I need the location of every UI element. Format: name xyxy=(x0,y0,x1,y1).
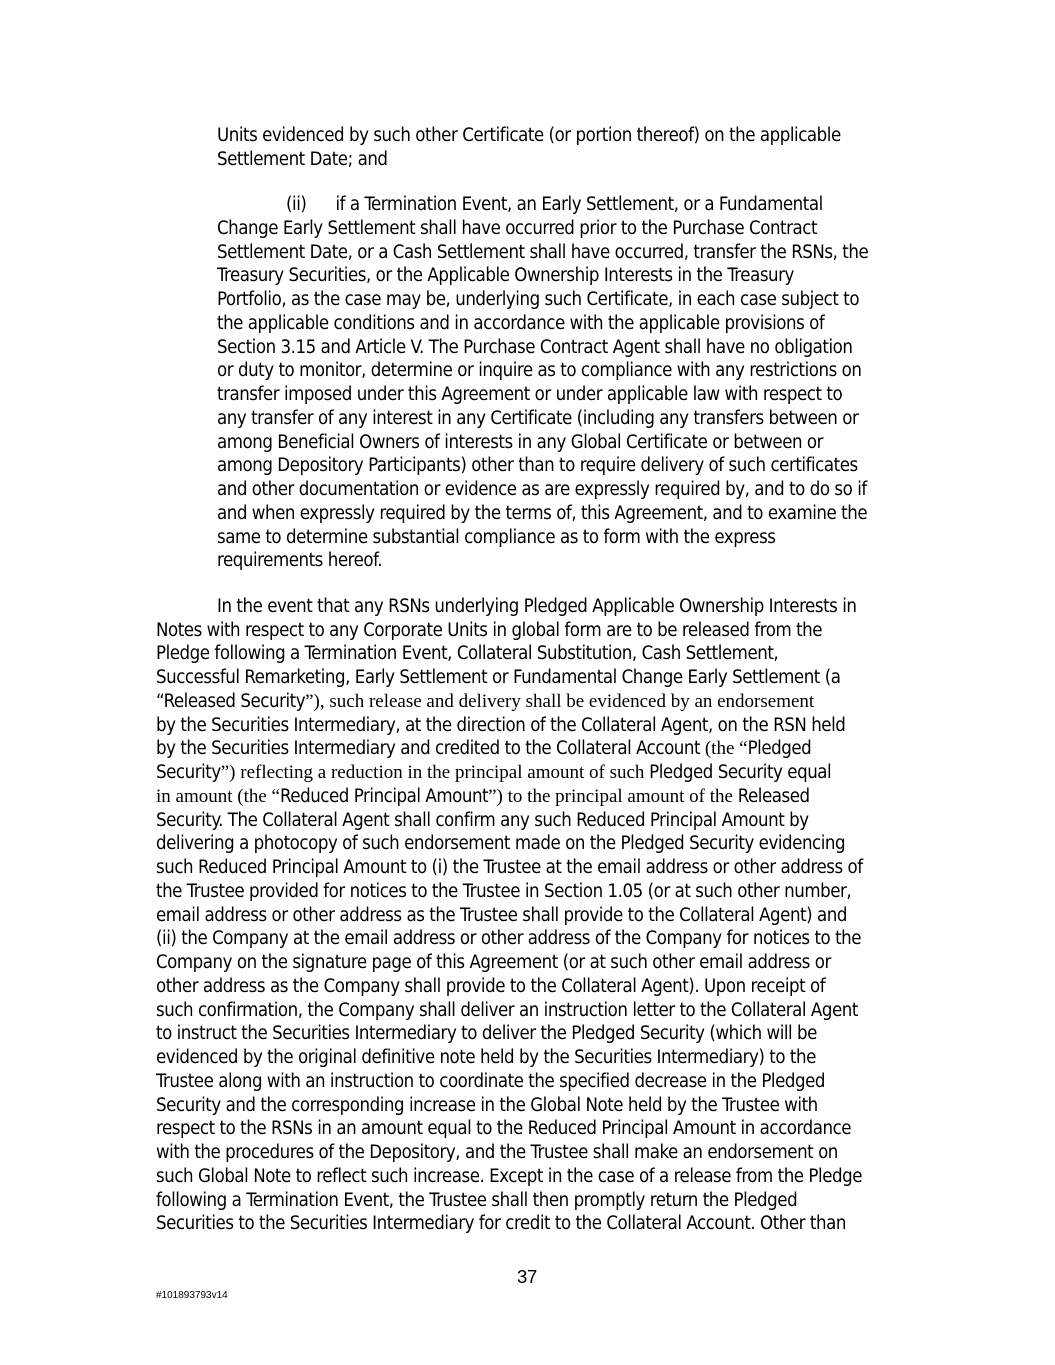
clause-ii-line: transfer imposed under this Agreement or under applicable law with respect to xyxy=(217,384,843,405)
paragraph-3-line: (ii) the Company at the email address or other address of the Company for notices to the xyxy=(156,928,862,949)
mixed-font-text: (the “ xyxy=(700,738,748,759)
paragraph-3-line: such Global Note to reflect such increase. Except in the case of a release from the Pledge xyxy=(156,1166,863,1187)
clause-ii-line: Change Early Settlement shall have occurred prior to the Purchase Contract xyxy=(217,218,818,239)
paragraph-1-line: Units evidenced by such other Certificate (or portion thereof) on the applicable xyxy=(217,125,841,146)
term-pledged-security: Security xyxy=(156,762,221,783)
paragraph-3-line: Company on the signature page of this Agreement (or at such other email address or xyxy=(156,952,831,973)
clause-ii-line: (ii) if a Termination Event, an Early Settlement, or a Fundamental xyxy=(286,194,823,215)
clause-ii-line: requirements hereof. xyxy=(217,550,383,571)
paragraph-3-line xyxy=(156,737,811,761)
document-id: #101893793v14 xyxy=(156,1290,228,1301)
paragraph-3-line: by the Securities Intermediary, at the direction of the Collateral Agent, on the RSN held xyxy=(156,715,846,736)
term-released-security: “Released Security xyxy=(156,691,306,712)
clause-ii-line: Treasury Securities, or the Applicable Ownership Interests in the Treasury xyxy=(217,265,794,286)
paragraph-3-line: Pledge following a Termination Event, Collateral Substitution, Cash Settlement, xyxy=(156,643,779,664)
paragraph-3-line: such Reduced Principal Amount to (i) the Trustee at the email address or other address of xyxy=(156,857,863,878)
mixed-font-text: ”) reflecting a reduction in the principal amount of such xyxy=(220,762,650,783)
paragraph-3-line: the Trustee provided for notices to the Trustee in Section 1.05 (or at such other number, xyxy=(156,881,852,902)
paragraph-3-line: following a Termination Event, the Trustee shall then promptly return the Pledged xyxy=(156,1190,798,1211)
mixed-font-text: in amount (the “ xyxy=(156,786,280,807)
paragraph-3-line: Trustee along with an instruction to coordinate the specified decrease in the Pledged xyxy=(156,1071,826,1092)
paragraph-3-line xyxy=(156,785,810,809)
clause-ii-line: Section 3.15 and Article V. The Purchase Contract Agent shall have no obligation xyxy=(217,337,853,358)
paragraph-1-line: Settlement Date; and xyxy=(217,149,388,170)
clause-ii-line: Portfolio, as the case may be, underlying such Certificate, in each case subject to xyxy=(217,289,860,310)
paragraph-3-line: evidenced by the original definitive note held by the Securities Intermediary) to the xyxy=(156,1047,816,1068)
page-number: 37 xyxy=(517,1266,537,1287)
paragraph-3-line xyxy=(156,690,814,714)
paragraph-3-line: to instruct the Securities Intermediary to deliver the Pledged Security (which will be xyxy=(156,1023,817,1044)
clause-ii-line: among Depository Participants) other than to require delivery of such certificates xyxy=(217,455,858,476)
paragraph-3-line: Security and the corresponding increase in the Global Note held by the Trustee with xyxy=(156,1095,818,1116)
text-segment: Pledged Security equal xyxy=(649,762,832,783)
paragraph-3-line: respect to the RSNs in an amount equal to the Reduced Principal Amount in accordance xyxy=(156,1118,852,1139)
clause-ii-line: the applicable conditions and in accordance with the applicable provisions of xyxy=(217,313,825,334)
clause-ii-line: any transfer of any interest in any Certificate (including any transfers between or xyxy=(217,408,859,429)
term-pledged-security: Pledged xyxy=(747,738,812,759)
clause-ii-line: Settlement Date, or a Cash Settlement shall have occurred, transfer the RSNs, the xyxy=(217,242,869,263)
paragraph-3-line: other address as the Company shall provide to the Collateral Agent). Upon receipt of xyxy=(156,976,826,997)
text-segment: by the Securities Intermediary and credited to the Collateral Account xyxy=(156,738,701,759)
paragraph-3-line: Security. The Collateral Agent shall confirm any such Reduced Principal Amount by xyxy=(156,810,809,831)
text-segment: Released xyxy=(737,786,810,807)
paragraph-3-line: such confirmation, the Company shall deliver an instruction letter to the Collateral Agent xyxy=(156,1000,858,1021)
paragraph-3-line: delivering a photocopy of such endorsement made on the Pledged Security evidencing xyxy=(156,833,846,854)
clause-ii-line: and other documentation or evidence as are expressly required by, and to do so if xyxy=(217,479,867,500)
mixed-font-text: ”), such release and delivery shall be evidenced by an endorsement xyxy=(305,691,815,712)
mixed-font-text: ”) to the principal amount of the xyxy=(488,786,738,807)
paragraph-3-line: Successful Remarketing, Early Settlement or Fundamental Change Early Settlement (a xyxy=(156,667,841,688)
clause-ii-line: or duty to monitor, determine or inquire as to compliance with any restrictions on xyxy=(217,360,862,381)
clause-ii-line: among Beneficial Owners of interests in any Global Certificate or between or xyxy=(217,432,824,453)
paragraph-3-line: Securities to the Securities Intermediary for credit to the Collateral Account. Other than xyxy=(156,1213,846,1234)
paragraph-3-line: with the procedures of the Depository, and the Trustee shall make an endorsement on xyxy=(156,1142,838,1163)
paragraph-3-line: In the event that any RSNs underlying Pledged Applicable Ownership Interests in xyxy=(217,596,857,617)
paragraph-3-line: email address or other address as the Trustee shall provide to the Collateral Agent) and xyxy=(156,905,847,926)
clause-ii-line: same to determine substantial compliance as to form with the express xyxy=(217,527,776,548)
paragraph-3-line: Notes with respect to any Corporate Units in global form are to be released from the xyxy=(156,620,823,641)
paragraph-3-line xyxy=(156,761,831,785)
clause-ii-line: and when expressly required by the terms of, this Agreement, and to examine the xyxy=(217,503,868,524)
term-reduced-principal-amount: Reduced Principal Amount xyxy=(280,786,489,807)
